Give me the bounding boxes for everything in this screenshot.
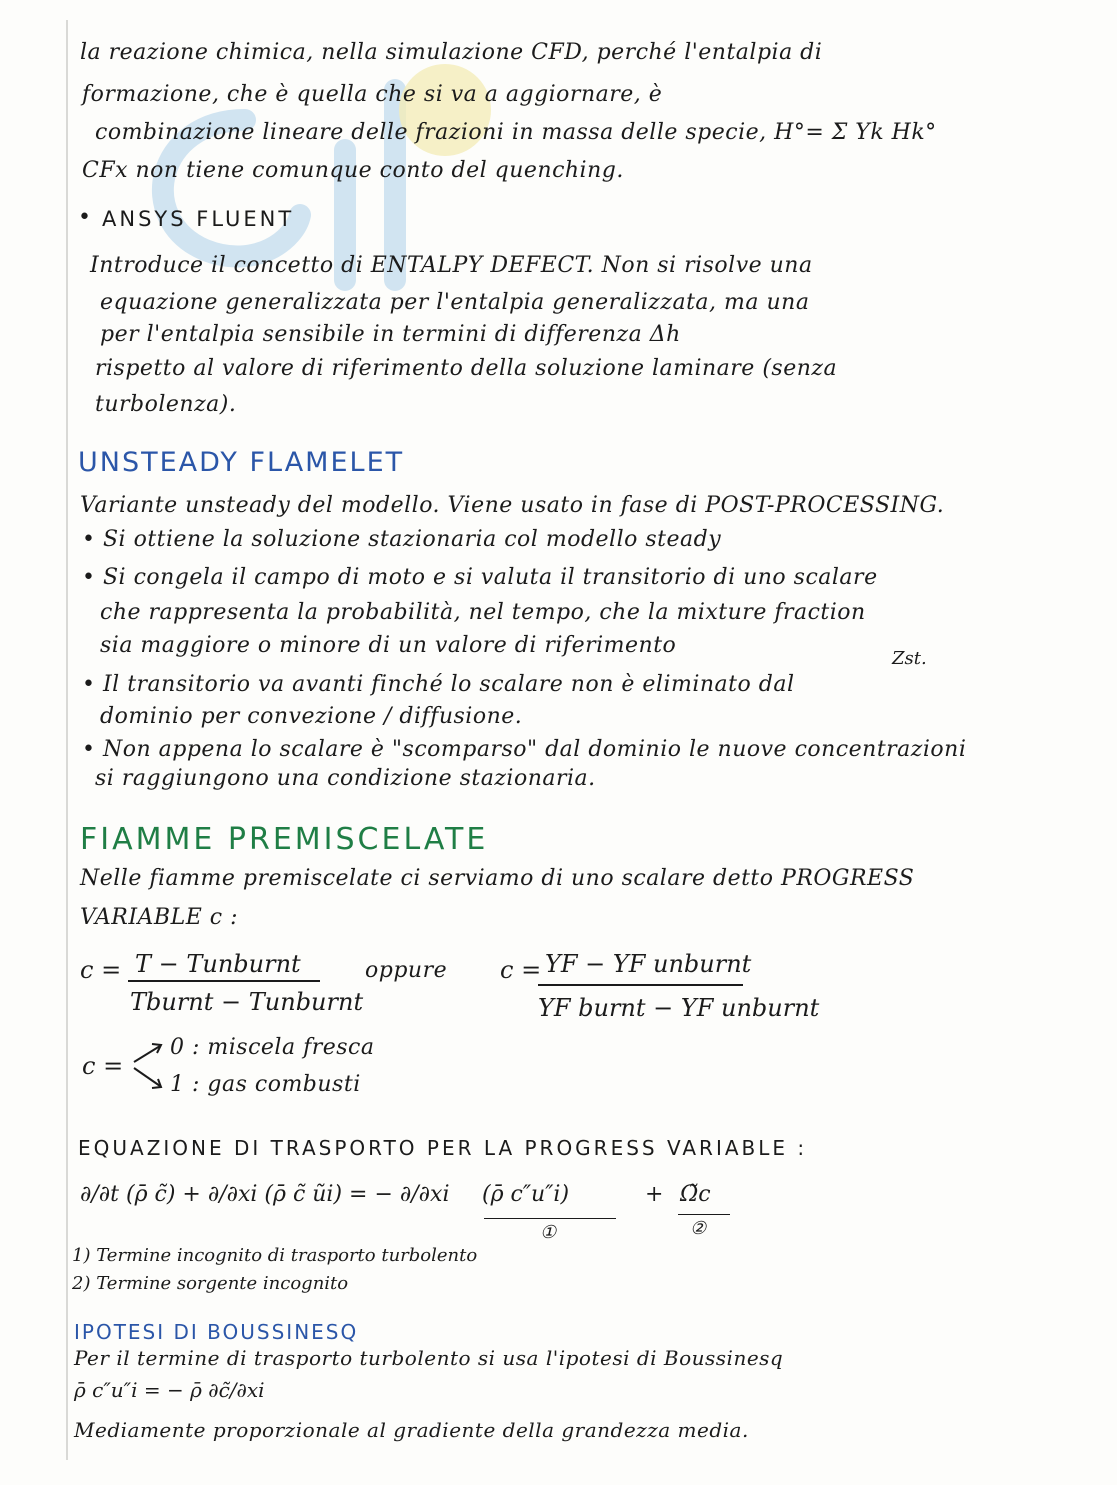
text-line: sia maggiore o minore di un valore di riferimento <box>100 633 677 658</box>
branch-arrows-icon <box>130 1038 170 1094</box>
bullet-item: • Si ottiene la soluzione stazionaria col modello steady <box>82 527 722 552</box>
text-line: combinazione lineare delle frazioni in massa delle specie, H°= Σ Yk Hk° <box>95 120 937 145</box>
equation-plus: + <box>645 1182 664 1207</box>
text-line: CFx non tiene comunque conto del quenching. <box>82 158 624 183</box>
subscript-zst: Zst. <box>892 648 927 669</box>
text-line: che rappresenta la probabilità, nel tempo, che la mixture fraction <box>100 600 866 625</box>
section-label-ansys-fluent: ANSYS FLUENT <box>102 207 295 231</box>
bullet: • <box>78 205 92 230</box>
note-2: 2) Termine sorgente incognito <box>72 1273 349 1294</box>
text-line: equazione generalizzata per l'entalpia generalizzata, ma una <box>100 290 810 315</box>
text-line: formazione, che è quella che si va a aggiornare, è <box>82 82 663 107</box>
bullet-item: • Non appena lo scalare è "scomparso" dal dominio le nuove concentrazioni <box>82 737 967 762</box>
equation-boussinesq: ρ̄ c″u″i = − ρ̄ ∂c̃/∂xi <box>74 1378 265 1402</box>
text-line: Per il termine di trasporto turbolento si usa l'ipotesi di Boussinesq <box>74 1346 784 1370</box>
underbrace-2 <box>678 1214 730 1215</box>
margin-line <box>66 20 68 1460</box>
text-line: per l'entalpia sensibile in termini di differenza Δh <box>100 322 681 347</box>
text-line: Variante unsteady del modello. Viene usato in fase di POST-PROCESSING. <box>80 493 945 518</box>
fraction-bar <box>128 980 320 982</box>
fraction-numerator: YF − YF unburnt <box>545 950 752 978</box>
equation-left: ∂/∂t (ρ̄ c̃) + ∂/∂xi (ρ̄ c̃ ũi) = − ∂/∂xi <box>80 1182 450 1207</box>
text-line: la reazione chimica, nella simulazione CFD, perché l'entalpia di <box>80 40 823 65</box>
marker-1: ① <box>540 1222 557 1243</box>
fraction-bar <box>538 984 743 986</box>
text-line: VARIABLE c : <box>80 905 238 930</box>
note-1: 1) Termine incognito di trasporto turbolento <box>72 1245 478 1266</box>
bullet-item: • Il transitorio va avanti finché lo scalare non è eliminato dal <box>82 672 795 697</box>
text-line: si raggiungono una condizione stazionaria. <box>95 766 596 791</box>
text-line: dominio per convezione / diffusione. <box>100 704 523 729</box>
text-line: Mediamente proporzionale al gradiente della grandezza media. <box>74 1418 749 1442</box>
underbrace-1 <box>484 1218 616 1219</box>
text-oppure: oppure <box>365 958 448 983</box>
bullet-item: • Si congela il campo di moto e si valuta il transitorio di uno scalare <box>82 565 878 590</box>
marker-2: ② <box>690 1218 707 1239</box>
formula-c-label: c = <box>82 1052 124 1080</box>
equation-term-2: Ω̃c <box>680 1182 711 1207</box>
text-line: turbolenza). <box>95 392 237 417</box>
formula-c-label: c = <box>500 956 542 984</box>
text-line: 1 : gas combusti <box>170 1072 361 1097</box>
subheading-transport-equation: EQUAZIONE DI TRASPORTO PER LA PROGRESS VARIABLE : <box>78 1136 808 1160</box>
section-heading-unsteady-flamelet: UNSTEADY FLAMELET <box>78 447 405 478</box>
section-heading-fiamme-premiscelate: FIAMME PREMISCELATE <box>80 822 489 857</box>
fraction-denominator: Tburnt − Tunburnt <box>130 988 364 1016</box>
text-line: Introduce il concetto di ENTALPY DEFECT. Non si risolve una <box>90 253 813 278</box>
text-line: 0 : miscela fresca <box>170 1035 375 1060</box>
section-heading-boussinesq: IPOTESI DI BOUSSINESQ <box>74 1320 359 1344</box>
text-line: rispetto al valore di riferimento della soluzione laminare (senza <box>95 356 838 381</box>
formula-c-label: c = <box>80 956 122 984</box>
fraction-denominator: YF burnt − YF unburnt <box>538 994 820 1022</box>
fraction-numerator: T − Tunburnt <box>135 950 301 978</box>
equation-term-1: (ρ̄ c″u″i) <box>482 1182 570 1207</box>
text-line: Nelle fiamme premiscelate ci serviamo di uno scalare detto PROGRESS <box>80 866 915 891</box>
